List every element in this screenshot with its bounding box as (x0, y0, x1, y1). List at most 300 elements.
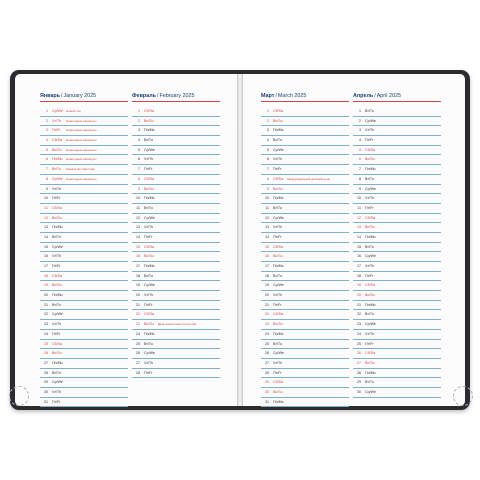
day-number: 13 (357, 225, 361, 230)
day-number: 26 (265, 351, 269, 356)
day-row[interactable] (353, 126, 441, 136)
day-row[interactable] (132, 330, 220, 340)
weekday-label: Сб/Sa (273, 312, 284, 317)
day-row[interactable] (261, 194, 349, 204)
weekday-label: Пн/Mo (273, 331, 284, 336)
day-row[interactable] (353, 388, 441, 398)
day-row[interactable] (132, 155, 220, 165)
day-row[interactable] (353, 223, 441, 233)
day-row[interactable] (261, 320, 349, 330)
weekday-label: Вт/Tu (52, 167, 61, 172)
weekday-label: Сб/Sa (144, 312, 155, 317)
day-row[interactable] (353, 117, 441, 127)
day-row[interactable] (40, 175, 128, 185)
day-row[interactable] (353, 349, 441, 359)
day-row[interactable] (261, 388, 349, 398)
page-corner-decoration-right (453, 386, 473, 406)
day-row[interactable] (40, 378, 128, 388)
day-row[interactable] (132, 117, 220, 127)
month-name-en: April 2025 (376, 93, 401, 99)
day-row[interactable] (132, 136, 220, 146)
day-row[interactable] (40, 243, 128, 253)
weekday-label: Пн/Mo (52, 157, 63, 162)
day-row[interactable] (132, 320, 220, 330)
day-row[interactable] (40, 252, 128, 262)
day-list (261, 107, 349, 407)
month-name-separator: / (156, 93, 159, 99)
day-number: 16 (265, 254, 269, 259)
day-number: 17 (265, 264, 269, 268)
month-april (353, 92, 441, 398)
day-number: 12 (265, 215, 269, 220)
day-row[interactable] (261, 310, 349, 320)
day-row[interactable] (261, 126, 349, 136)
day-row[interactable] (261, 155, 349, 165)
day-number: 12 (136, 215, 140, 220)
day-row[interactable] (132, 165, 220, 175)
day-number: 25 (44, 341, 48, 346)
weekday-label: Вс/Su (273, 186, 283, 191)
day-number: 29 (44, 380, 48, 385)
month-march (261, 92, 349, 407)
day-number: 14 (44, 234, 48, 239)
weekday-label: Сб/Sa (52, 205, 63, 210)
day-row[interactable] (261, 340, 349, 350)
day-row[interactable] (261, 359, 349, 369)
day-number: 16 (136, 254, 140, 259)
day-number: 9 (46, 186, 48, 191)
day-row[interactable] (353, 330, 441, 340)
weekday-label: Ср/We (52, 380, 63, 385)
day-number: 6 (46, 157, 48, 162)
weekday-label: Чт/Th (52, 389, 62, 394)
weekday-label: Пт/Fr (144, 167, 153, 172)
weekday-label: Пт/Fr (52, 331, 61, 336)
day-number: 16 (357, 254, 361, 259)
weekday-label: Чт/Th (144, 293, 154, 298)
weekday-label: Сб/Sa (273, 176, 284, 181)
day-row[interactable] (353, 214, 441, 224)
day-number: 29 (357, 380, 361, 385)
day-number: 3 (46, 128, 48, 133)
weekday-label: Пт/Fr (144, 302, 153, 307)
day-row[interactable] (132, 359, 220, 369)
weekday-label: Чт/Th (365, 264, 375, 268)
day-row[interactable] (261, 185, 349, 195)
day-row[interactable] (353, 243, 441, 253)
holiday-note: Новогодние каникулы (66, 128, 97, 133)
day-number: 22 (136, 312, 140, 317)
day-row[interactable] (132, 175, 220, 185)
day-number: 17 (44, 264, 48, 268)
day-row[interactable] (40, 155, 128, 165)
holiday-note: День защитника Отечества (158, 322, 197, 327)
weekday-label: Пт/Fr (144, 234, 153, 239)
weekday-label: Сб/Sa (52, 138, 63, 143)
day-row[interactable] (40, 165, 128, 175)
day-number: 24 (136, 331, 140, 336)
day-row[interactable] (353, 185, 441, 195)
day-number: 18 (265, 273, 269, 278)
day-row[interactable] (261, 165, 349, 175)
day-number: 27 (44, 360, 48, 365)
weekday-label: Вт/Tu (273, 138, 282, 143)
day-row[interactable] (353, 272, 441, 282)
day-row[interactable] (40, 223, 128, 233)
day-row[interactable] (132, 223, 220, 233)
day-number: 6 (359, 157, 361, 162)
weekday-label: Сб/Sa (365, 215, 376, 220)
weekday-label: Сб/Sa (144, 176, 155, 181)
weekday-label: Вт/Tu (144, 138, 153, 143)
day-row[interactable] (40, 214, 128, 224)
holiday-note: Новогодние каникулы (66, 118, 97, 123)
day-row[interactable] (40, 185, 128, 195)
day-number: 21 (265, 302, 269, 307)
day-number: 1 (359, 109, 361, 113)
day-number: 22 (357, 312, 361, 317)
weekday-label: Пн/Mo (144, 196, 155, 201)
day-row[interactable] (261, 117, 349, 127)
day-row[interactable] (40, 194, 128, 204)
day-row[interactable] (132, 301, 220, 311)
day-row[interactable] (40, 126, 128, 136)
day-row[interactable] (132, 194, 220, 204)
day-row[interactable] (132, 281, 220, 291)
day-number: 27 (357, 360, 361, 365)
weekday-label: Пт/Fr (365, 273, 374, 278)
weekday-label: Вс/Su (52, 283, 62, 288)
weekday-label: Пн/Mo (52, 293, 63, 298)
day-row[interactable] (353, 262, 441, 272)
day-number: 26 (44, 351, 48, 356)
day-row[interactable] (261, 369, 349, 379)
day-row[interactable] (261, 204, 349, 214)
weekday-label: Ср/We (144, 283, 155, 288)
weekday-label: Вт/Tu (273, 273, 282, 278)
day-number: 26 (357, 351, 361, 356)
day-row[interactable] (40, 359, 128, 369)
weekday-label: Ср/We (144, 147, 155, 152)
weekday-label: Вс/Su (52, 215, 62, 220)
day-number: 31 (44, 399, 48, 404)
day-row[interactable] (40, 281, 128, 291)
month-name-en: March 2025 (277, 93, 307, 99)
month-name-separator: / (275, 93, 277, 99)
weekday-label: Вт/Tu (273, 341, 282, 346)
day-row[interactable] (132, 204, 220, 214)
weekday-label: Пн/Mo (273, 399, 284, 404)
day-row[interactable] (132, 262, 220, 272)
weekday-label: Вт/Tu (144, 205, 153, 210)
day-row[interactable] (353, 369, 441, 379)
day-number: 8 (359, 176, 361, 181)
day-row[interactable] (353, 175, 441, 185)
weekday-label: Пт/Fr (144, 370, 153, 375)
day-row[interactable] (40, 398, 128, 408)
weekday-label: Вс/Su (144, 322, 154, 327)
day-row[interactable] (353, 301, 441, 311)
day-row[interactable] (353, 378, 441, 388)
day-number: 28 (357, 370, 361, 375)
day-number: 23 (136, 322, 140, 327)
day-number: 2 (138, 118, 140, 123)
day-row[interactable] (132, 369, 220, 379)
month-february (132, 92, 220, 378)
weekday-label: Пт/Fr (52, 128, 61, 133)
day-row[interactable] (40, 146, 128, 156)
weekday-label: Вс/Su (365, 225, 375, 230)
day-number: 30 (357, 389, 361, 394)
holiday-note: Новый год (66, 109, 81, 113)
weekday-label: Ср/We (273, 147, 284, 152)
day-row[interactable] (132, 291, 220, 301)
day-row[interactable] (132, 233, 220, 243)
weekday-label: Сб/Sa (365, 283, 376, 288)
day-row[interactable] (353, 194, 441, 204)
day-row[interactable] (261, 291, 349, 301)
day-row[interactable] (40, 388, 128, 398)
day-row[interactable] (40, 117, 128, 127)
weekday-label: Вт/Tu (273, 205, 282, 210)
day-number: 27 (265, 360, 269, 365)
day-row[interactable] (353, 165, 441, 175)
day-number: 7 (46, 167, 48, 172)
month-name-ru: Апрель (353, 93, 374, 99)
day-row[interactable] (132, 126, 220, 136)
weekday-label: Вс/Su (273, 254, 283, 259)
day-row[interactable] (132, 243, 220, 253)
day-number: 28 (265, 370, 269, 375)
weekday-label: Чт/Th (273, 293, 283, 298)
day-number: 15 (357, 244, 361, 249)
day-row[interactable] (40, 340, 128, 350)
weekday-label: Вс/Su (52, 147, 62, 152)
day-number: 1 (138, 109, 140, 113)
day-row[interactable] (353, 252, 441, 262)
day-row[interactable] (353, 155, 441, 165)
day-row[interactable] (132, 252, 220, 262)
weekday-label: Пн/Mo (365, 302, 376, 307)
day-number: 19 (44, 283, 48, 288)
day-row[interactable] (40, 204, 128, 214)
holiday-note: Международный женский день (287, 176, 331, 181)
day-row[interactable] (353, 291, 441, 301)
month-name-separator: / (374, 93, 376, 99)
weekday-label: Ср/We (273, 351, 284, 356)
day-number: 15 (44, 244, 48, 249)
day-number: 23 (357, 322, 361, 327)
weekday-label: Вс/Su (144, 254, 154, 259)
day-row[interactable] (40, 136, 128, 146)
day-number: 11 (265, 205, 269, 210)
day-row[interactable] (261, 214, 349, 224)
day-row[interactable] (132, 146, 220, 156)
day-row[interactable] (132, 107, 220, 117)
day-number: 9 (267, 186, 269, 191)
day-number: 3 (138, 128, 140, 133)
day-row[interactable] (353, 233, 441, 243)
day-number: 4 (46, 138, 48, 143)
day-row[interactable] (261, 349, 349, 359)
day-row[interactable] (261, 281, 349, 291)
weekday-label: Ср/We (52, 244, 63, 249)
day-number: 5 (267, 147, 269, 152)
day-number: 15 (265, 244, 269, 249)
day-number: 15 (136, 244, 140, 249)
day-number: 2 (267, 118, 269, 123)
weekday-label: Сб/Sa (365, 147, 376, 152)
day-row[interactable] (261, 262, 349, 272)
day-row[interactable] (261, 252, 349, 262)
day-number: 2 (359, 118, 361, 123)
day-number: 11 (44, 205, 48, 210)
day-number: 4 (359, 138, 361, 143)
weekday-label: Пт/Fr (273, 234, 282, 239)
day-number: 23 (265, 322, 269, 327)
weekday-label: Ср/We (144, 215, 155, 220)
weekday-label: Вт/Tu (52, 302, 61, 307)
day-row[interactable] (132, 185, 220, 195)
weekday-label: Чт/Th (365, 128, 375, 133)
day-number: 22 (44, 312, 48, 317)
day-row[interactable] (40, 330, 128, 340)
day-row[interactable] (40, 291, 128, 301)
day-row[interactable] (261, 243, 349, 253)
weekday-label: Вс/Su (273, 118, 283, 123)
day-number: 4 (267, 138, 269, 143)
day-number: 14 (136, 234, 140, 239)
weekday-label: Ср/We (144, 351, 155, 356)
day-number: 10 (44, 196, 48, 201)
day-number: 13 (265, 225, 269, 230)
weekday-label: Пн/Mo (273, 196, 284, 201)
day-row[interactable] (40, 262, 128, 272)
day-row[interactable] (353, 204, 441, 214)
weekday-label: Вс/Su (144, 186, 154, 191)
day-row[interactable] (40, 233, 128, 243)
day-number: 24 (44, 331, 48, 336)
day-number: 24 (357, 331, 361, 336)
day-row[interactable] (261, 136, 349, 146)
day-row[interactable] (261, 223, 349, 233)
day-number: 9 (138, 186, 140, 191)
day-row[interactable] (261, 107, 349, 117)
day-number: 18 (136, 273, 140, 278)
weekday-label: Чт/Th (52, 254, 62, 259)
weekday-label: Пт/Fr (365, 138, 374, 143)
weekday-label: Вс/Su (365, 157, 375, 162)
day-row[interactable] (40, 369, 128, 379)
day-number: 1 (267, 109, 269, 113)
weekday-label: Пт/Fr (273, 302, 282, 307)
day-number: 28 (136, 370, 140, 375)
day-row[interactable] (132, 340, 220, 350)
day-row[interactable] (261, 301, 349, 311)
weekday-label: Чт/Th (365, 331, 375, 336)
day-row[interactable] (353, 359, 441, 369)
day-row[interactable] (40, 301, 128, 311)
day-row[interactable] (40, 349, 128, 359)
day-number: 19 (136, 283, 140, 288)
day-row[interactable] (353, 281, 441, 291)
weekday-label: Сб/Sa (144, 109, 155, 113)
weekday-label: Пн/Mo (144, 331, 155, 336)
day-number: 3 (359, 128, 361, 133)
day-number: 21 (44, 302, 48, 307)
day-row[interactable] (132, 272, 220, 282)
day-number: 10 (357, 196, 361, 201)
month-name-en: January 2025 (63, 93, 97, 99)
weekday-label: Чт/Th (273, 225, 283, 230)
weekday-label: Чт/Th (144, 225, 154, 230)
day-row[interactable] (261, 233, 349, 243)
day-row[interactable] (261, 398, 349, 408)
day-row[interactable] (40, 320, 128, 330)
page-corner-decoration-left (9, 386, 29, 406)
weekday-label: Вт/Tu (144, 273, 153, 278)
weekday-label: Ср/We (273, 215, 284, 220)
day-row[interactable] (40, 310, 128, 320)
day-row[interactable] (353, 146, 441, 156)
day-row[interactable] (353, 136, 441, 146)
day-row[interactable] (132, 214, 220, 224)
weekday-label: Вс/Su (365, 293, 375, 298)
day-row[interactable] (353, 107, 441, 117)
day-row[interactable] (132, 349, 220, 359)
month-heading (353, 92, 441, 102)
weekday-label: Вт/Tu (144, 341, 153, 346)
day-row[interactable] (132, 310, 220, 320)
weekday-label: Вс/Su (273, 322, 283, 327)
day-number: 14 (265, 234, 269, 239)
day-number: 21 (357, 302, 361, 307)
day-row[interactable] (40, 272, 128, 282)
day-row[interactable] (353, 310, 441, 320)
weekday-label: Пт/Fr (52, 196, 61, 201)
day-number: 3 (267, 128, 269, 133)
weekday-label: Сб/Sa (52, 341, 63, 346)
holiday-note: Новогодние каникулы (66, 176, 97, 181)
day-number: 12 (357, 215, 361, 220)
weekday-label: Пт/Fr (273, 167, 282, 172)
day-row[interactable] (261, 330, 349, 340)
day-number: 30 (44, 389, 48, 394)
day-row[interactable] (261, 378, 349, 388)
weekday-label: Чт/Th (365, 196, 375, 201)
day-number: 10 (265, 196, 269, 201)
weekday-label: Пт/Fr (365, 205, 374, 210)
weekday-label: Ср/We (52, 176, 63, 181)
day-number: 17 (357, 264, 361, 268)
weekday-label: Сб/Sa (273, 109, 284, 113)
weekday-label: Вс/Su (52, 351, 62, 356)
day-number: 25 (357, 341, 361, 346)
day-row[interactable] (261, 175, 349, 185)
day-number: 7 (359, 167, 361, 172)
weekday-label: Пт/Fr (273, 370, 282, 375)
day-number: 19 (357, 283, 361, 288)
day-row[interactable] (353, 320, 441, 330)
day-row[interactable] (261, 146, 349, 156)
day-number: 7 (267, 167, 269, 172)
weekday-label: Ср/We (365, 322, 376, 327)
day-row[interactable] (40, 107, 128, 117)
month-heading (261, 92, 349, 102)
day-row[interactable] (261, 272, 349, 282)
day-row[interactable] (353, 340, 441, 350)
weekday-label: Сб/Sa (273, 244, 284, 249)
